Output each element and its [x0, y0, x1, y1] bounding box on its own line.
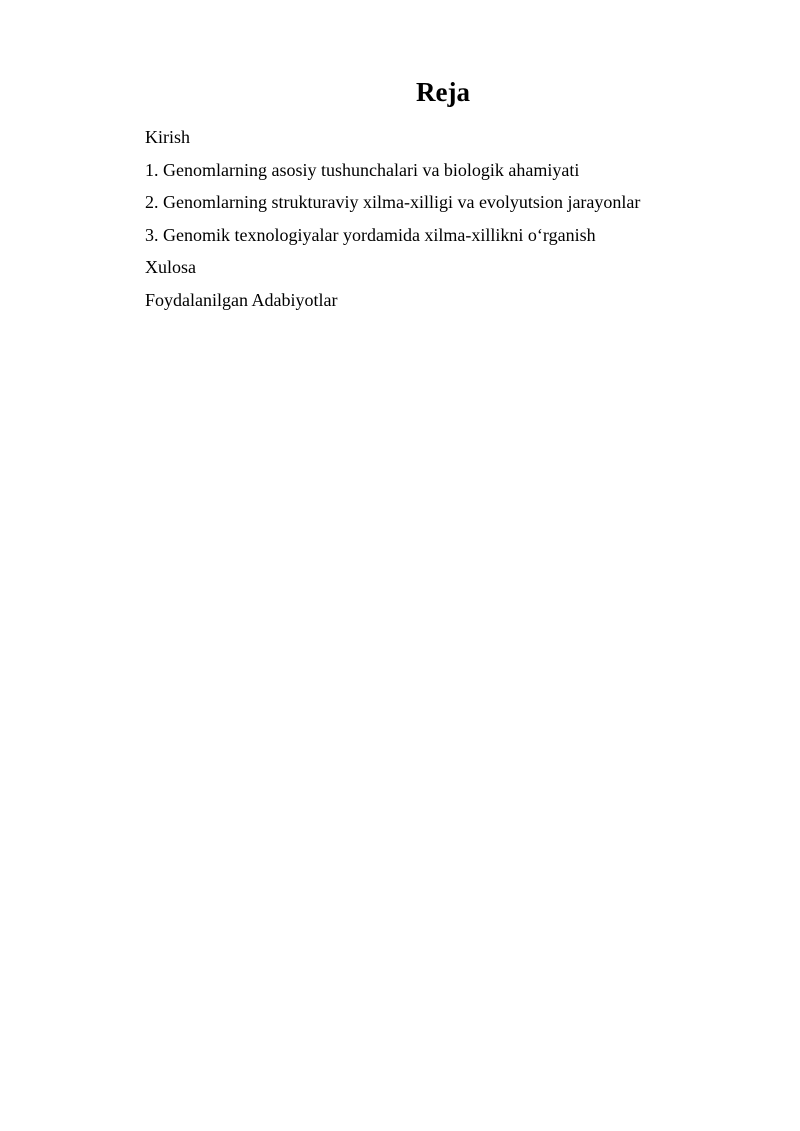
toc-item-section-3: 3. Genomik texnologiyalar yordamida xilma-xillikni o‘rganish — [145, 224, 596, 245]
toc-item-references: Foydalanilgan Adabiyotlar — [145, 289, 338, 310]
toc-item-conclusion: Xulosa — [145, 257, 196, 277]
table-of-contents — [145, 121, 640, 316]
toc-item-section-1: 1. Genomlarning asosiy tushunchalari va biologik ahamiyati — [145, 159, 580, 180]
toc-item-introduction: Kirish — [145, 127, 190, 147]
toc-item-section-2: 2. Genomlarning strukturaviy xilma-xilligi va evolyutsion jarayonlar — [145, 192, 641, 212]
page-title: Reja — [416, 77, 470, 107]
